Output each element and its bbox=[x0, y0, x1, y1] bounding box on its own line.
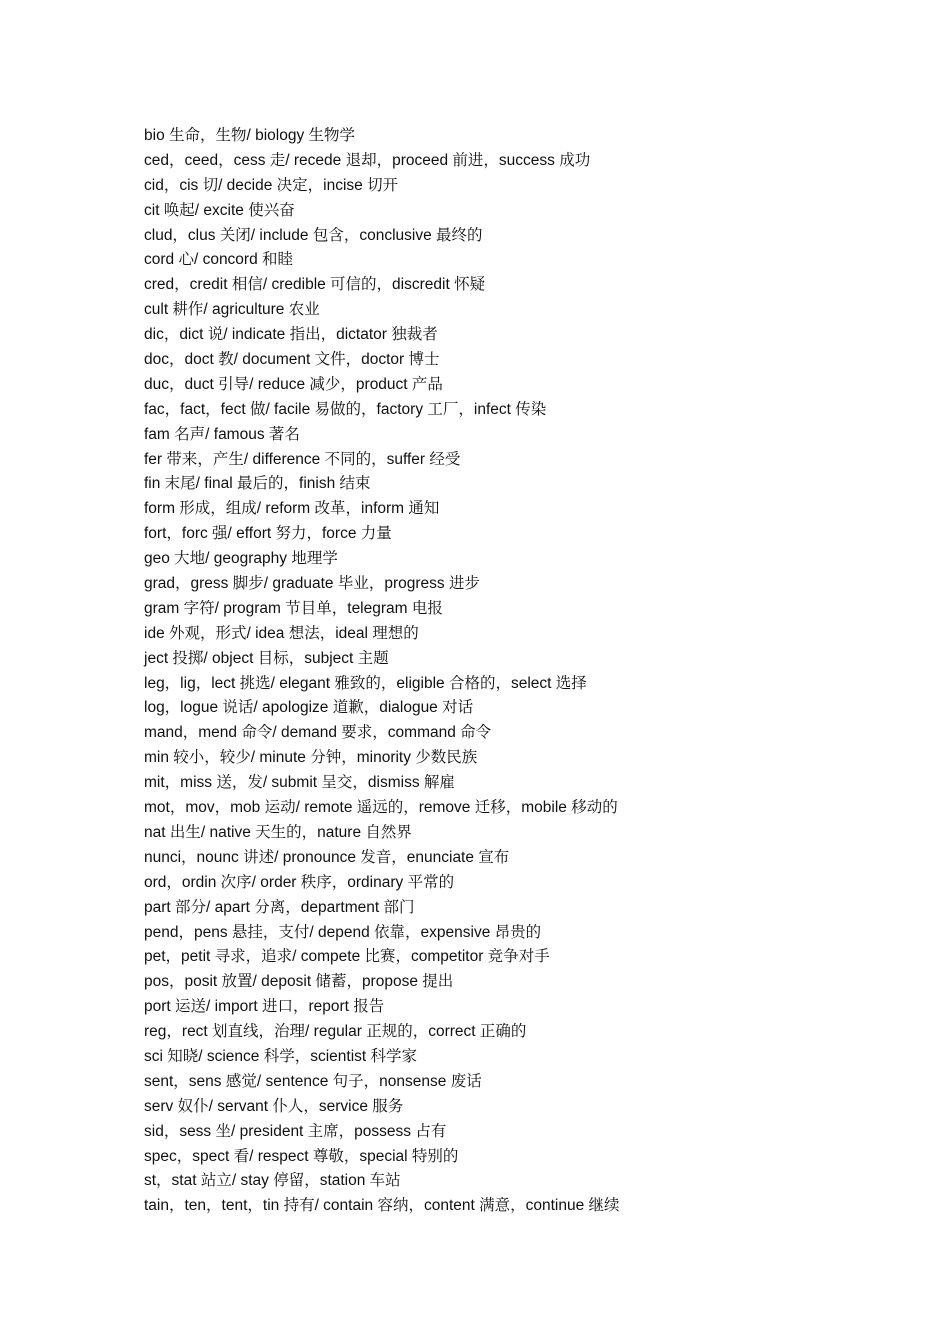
word-root-entry: sid，sess 坐/ president 主席，possess 占有 bbox=[144, 1122, 447, 1140]
word-root-entry: bio 生命，生物/ biology 生物学 bbox=[144, 127, 356, 144]
word-root-entry: fort，forc 强/ effort 努力，force 力量 bbox=[144, 525, 392, 543]
word-root-entry: clud，clus 关闭/ include 包含，conclusive 最终的 bbox=[144, 226, 483, 244]
word-root-entry: sci 知晓/ science 科学，scientist 科学家 bbox=[144, 1047, 418, 1065]
word-root-entry: mand，mend 命令/ demand 要求，command 命令 bbox=[144, 724, 492, 742]
word-root-entry: st，stat 站立/ stay 停留，station 车站 bbox=[144, 1172, 401, 1190]
word-root-entry: pos，posit 放置/ deposit 储蓄，propose 提出 bbox=[144, 973, 454, 991]
word-root-entry: port 运送/ import 进口，report 报告 bbox=[144, 998, 385, 1016]
word-root-entry: ced，ceed，cess 走/ recede 退却，proceed 前进，success 成功 bbox=[144, 151, 591, 169]
word-root-entry: form 形成，组成/ reform 改革，inform 通知 bbox=[144, 500, 440, 518]
word-root-entry: cit 唤起/ excite 使兴奋 bbox=[144, 201, 295, 219]
word-root-entry: fin 末尾/ final 最后的，finish 结束 bbox=[144, 475, 371, 493]
word-root-entry: pet，petit 寻求，追求/ compete 比赛，competitor 竞争对手 bbox=[144, 948, 550, 966]
word-root-entry: min 较小，较少/ minute 分钟，minority 少数民族 bbox=[144, 749, 478, 767]
word-root-entry: mit，miss 送，发/ submit 呈交，dismiss 解雇 bbox=[144, 774, 455, 792]
word-root-entry: grad，gress 脚步/ graduate 毕业，progress 进步 bbox=[144, 575, 480, 593]
word-root-entry: serv 奴仆/ servant 仆人，service 服务 bbox=[144, 1097, 404, 1115]
word-root-entry: cred，credit 相信/ credible 可信的，discredit 怀疑 bbox=[144, 276, 486, 294]
word-root-entry: reg，rect 划直线，治理/ regular 正规的，correct 正确的 bbox=[144, 1023, 527, 1041]
word-root-entry: mot，mov，mob 运动/ remote 遥远的，remove 迁移，mobile 移动的 bbox=[144, 799, 618, 817]
word-root-entry: nunci，nounc 讲述/ pronounce 发音，enunciate 宣布 bbox=[144, 848, 510, 866]
word-root-entry: cid，cis 切/ decide 决定，incise 切开 bbox=[144, 176, 399, 194]
word-root-entry: cord 心/ concord 和睦 bbox=[144, 251, 294, 269]
document-page bbox=[144, 124, 904, 1219]
word-root-entry: duc，duct 引导/ reduce 减少，product 产品 bbox=[144, 375, 443, 393]
word-root-entry: gram 字符/ program 节目单，telegram 电报 bbox=[144, 599, 443, 617]
word-root-entry: spec，spect 看/ respect 尊敬，special 特别的 bbox=[144, 1147, 459, 1165]
word-root-entry: dic，dict 说/ indicate 指出，dictator 独裁者 bbox=[144, 326, 438, 344]
word-root-entry: cult 耕作/ agriculture 农业 bbox=[144, 301, 320, 319]
word-root-entry: log，logue 说话/ apologize 道歉，dialogue 对话 bbox=[144, 699, 474, 717]
word-root-entry: fer 带来，产生/ difference 不同的，suffer 经受 bbox=[144, 450, 461, 468]
word-root-entry: geo 大地/ geography 地理学 bbox=[144, 550, 338, 568]
word-root-entry: fam 名声/ famous 著名 bbox=[144, 425, 300, 443]
word-root-entry: ord，ordin 次序/ order 秩序，ordinary 平常的 bbox=[144, 873, 455, 891]
word-root-entry: doc，doct 教/ document 文件，doctor 博士 bbox=[144, 351, 440, 369]
word-root-entry: ject 投掷/ object 目标，subject 主题 bbox=[144, 649, 389, 667]
word-root-entry: tain，ten，tent，tin 持有/ contain 容纳，content 满意，continue 继续 bbox=[144, 1197, 620, 1215]
word-root-entry: sent，sens 感觉/ sentence 句子，nonsense 废话 bbox=[144, 1072, 482, 1090]
word-root-entry: pend，pens 悬挂，支付/ depend 依靠，expensive 昂贵的 bbox=[144, 923, 542, 941]
word-root-entry: ide 外观，形式/ idea 想法，ideal 理想的 bbox=[144, 624, 419, 642]
word-root-entry: part 部分/ apart 分离，department 部门 bbox=[144, 898, 415, 916]
word-root-entry: nat 出生/ native 天生的，nature 自然界 bbox=[144, 823, 412, 841]
word-root-entry: leg，lig，lect 挑选/ elegant 雅致的，eligible 合格的，select 选择 bbox=[144, 674, 587, 692]
word-root-entry: fac，fact，fect 做/ facile 易做的，factory 工厂，infect 传染 bbox=[144, 400, 547, 418]
